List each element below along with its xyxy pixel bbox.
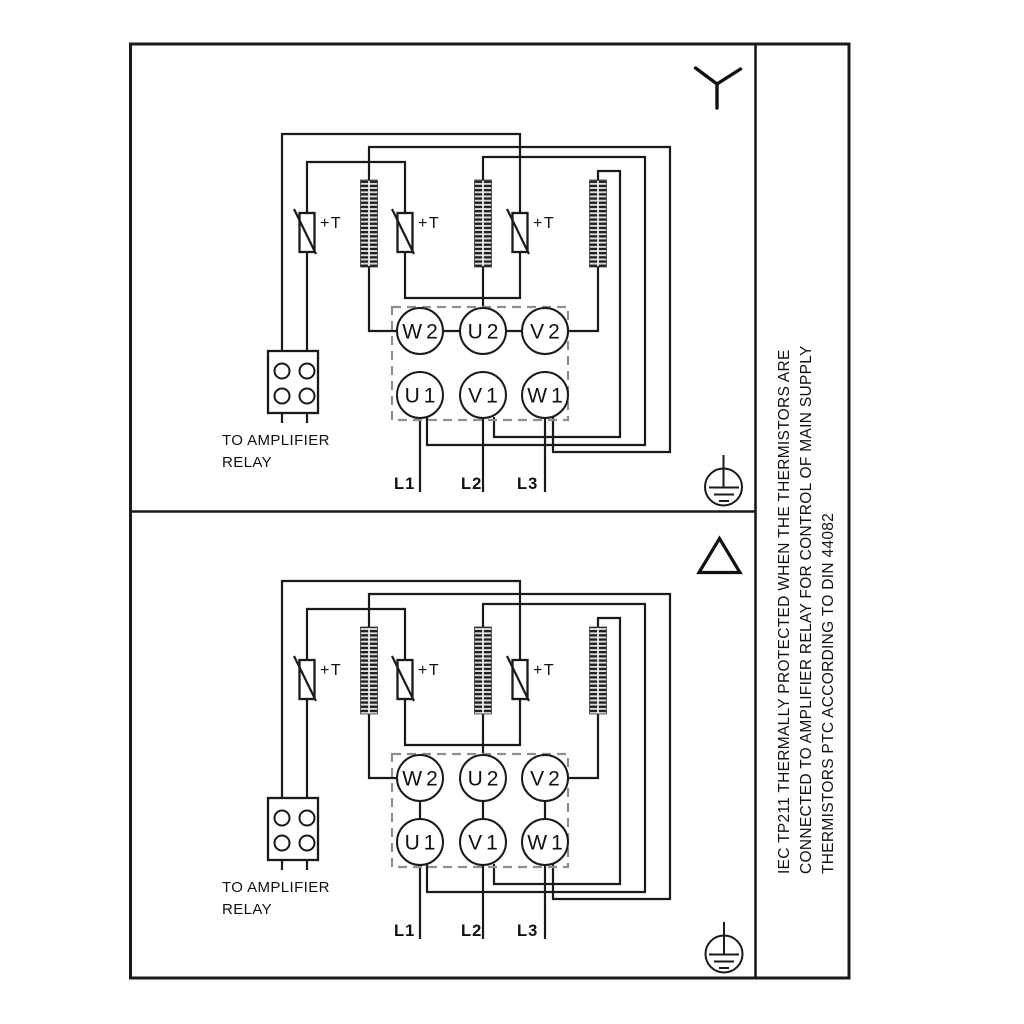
relay-note-line2: RELAY	[222, 901, 273, 918]
delta-icon	[699, 539, 740, 573]
winding-coil-w	[361, 180, 378, 267]
terminal-label-w1: W1	[527, 831, 567, 855]
winding-coil-u	[475, 180, 492, 267]
terminal-label-u1: U1	[404, 831, 440, 855]
terminal-label-u2: U2	[467, 767, 503, 791]
terminal-label-u1: U1	[404, 384, 440, 408]
thermistor-t2	[392, 656, 414, 701]
thermistor-bridge-t2-t3	[405, 252, 520, 298]
thermistor-label: +T	[320, 662, 343, 679]
winding-coil-u	[475, 627, 492, 714]
thermistor-label: +T	[533, 662, 556, 679]
terminal-label-v2: V2	[530, 320, 564, 344]
supply-label-l3: L3	[517, 475, 539, 493]
thermistor-label: +T	[418, 662, 441, 679]
sidebar-note-line-2: CONNECTED TO AMPLIFIER RELAY FOR CONTROL OF MAIN SUPPLY	[798, 345, 815, 874]
terminal-label-w2: W2	[402, 767, 442, 791]
thermistor-bridge-t1-t2	[307, 609, 405, 660]
supply-label-l1: L1	[394, 922, 416, 940]
delta-panel	[222, 539, 743, 973]
supply-label-l3: L3	[517, 922, 539, 940]
thermistor-label: +T	[418, 215, 441, 232]
thermistor-bridge-t1-t2	[307, 162, 405, 213]
wire-coil-v-to-v2	[568, 714, 598, 778]
terminal-label-w1: W1	[527, 384, 567, 408]
terminal-label-v1: V1	[468, 384, 502, 408]
thermistor-label: +T	[320, 215, 343, 232]
winding-coil-w	[361, 627, 378, 714]
wire-coil-w-to-w2	[369, 267, 398, 331]
thermistor-t2	[392, 209, 414, 254]
winding-coil-v	[590, 180, 607, 267]
sidebar-note-line-3: THERMISTORS PTC ACCORDING TO DIN 44082	[820, 512, 837, 874]
supply-label-l1: L1	[394, 475, 416, 493]
relay-note-line1: TO AMPLIFIER	[222, 879, 330, 896]
supply-label-l2: L2	[461, 922, 483, 940]
star-panel	[222, 68, 742, 506]
terminal-label-v2: V2	[530, 767, 564, 791]
star-icon	[696, 68, 741, 108]
thermistor-t1	[294, 209, 316, 254]
thermistor-bridge-t2-t3	[405, 699, 520, 745]
thermistor-t3	[507, 209, 529, 254]
winding-coil-v	[590, 627, 607, 714]
wire-coil-w-to-w2	[369, 714, 398, 778]
thermistor-label: +T	[533, 215, 556, 232]
wire-coil-v-to-v2	[568, 267, 598, 331]
amplifier-relay-terminal-block	[268, 351, 318, 413]
thermistor-t3	[507, 656, 529, 701]
amplifier-relay-terminal-block	[268, 798, 318, 860]
relay-note-line1: TO AMPLIFIER	[222, 432, 330, 449]
relay-note-line2: RELAY	[222, 454, 273, 471]
terminal-label-w2: W2	[402, 320, 442, 344]
earth-ground-icon	[706, 922, 743, 973]
terminal-label-v1: V1	[468, 831, 502, 855]
thermistor-t1	[294, 656, 316, 701]
sidebar-note-line-1: IEC TP211 THERMALLY PROTECTED WHEN THE THERMISTORS ARE	[776, 349, 793, 874]
supply-label-l2: L2	[461, 475, 483, 493]
earth-ground-icon	[705, 455, 742, 506]
terminal-label-u2: U2	[467, 320, 503, 344]
sidebar-note	[776, 345, 837, 874]
